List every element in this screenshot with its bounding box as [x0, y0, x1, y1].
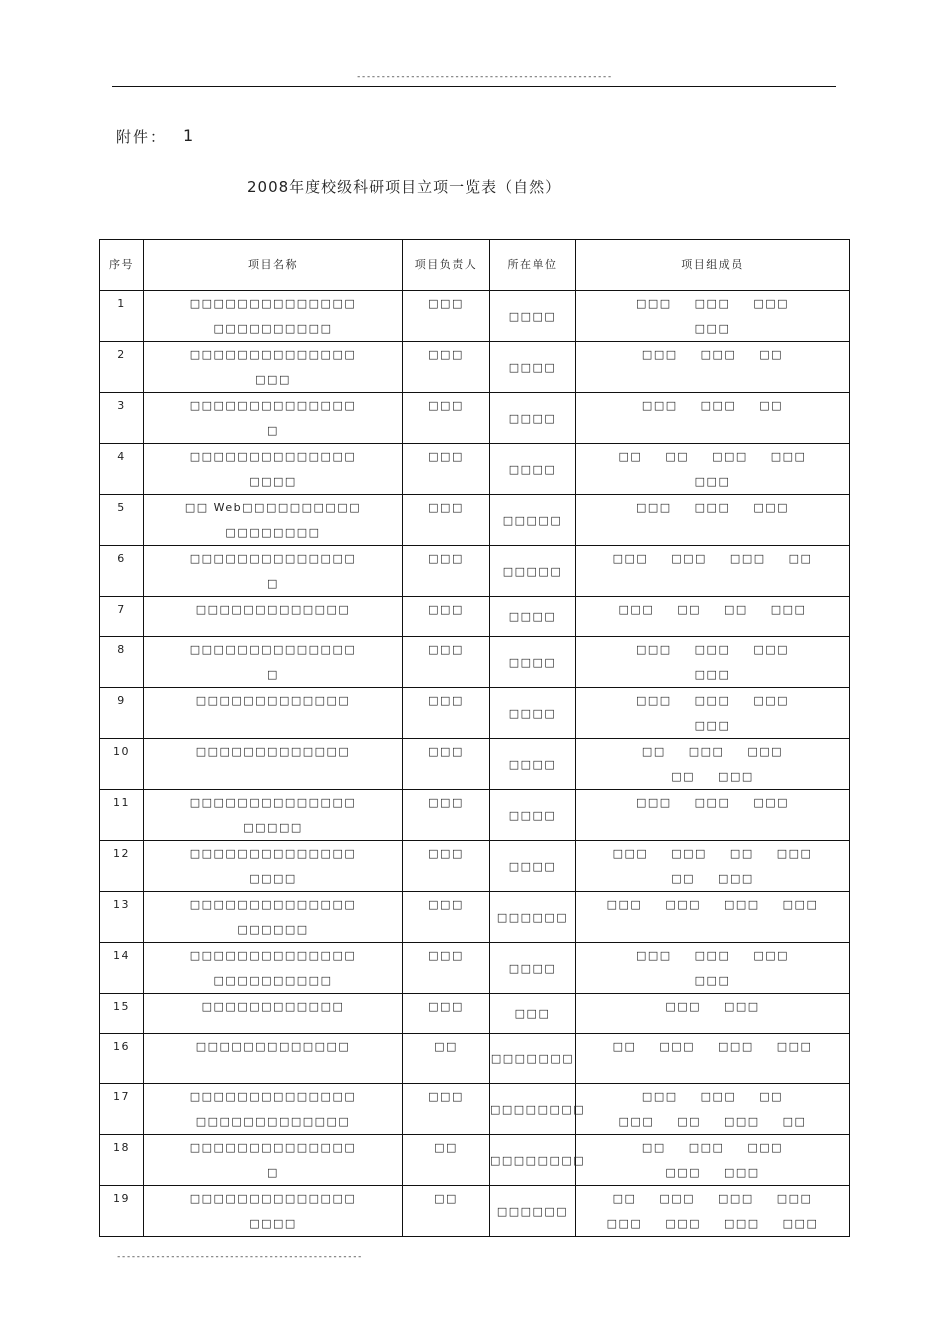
row-leader: □□□: [403, 291, 490, 342]
row-project-name-line: □□□□□□□□□□□□□□: [189, 1192, 357, 1205]
row-members: [576, 546, 850, 597]
row-leader: □□□: [403, 739, 490, 790]
row-project-name: [144, 994, 403, 1034]
row-department-line: □□□□: [537, 1153, 586, 1167]
row-leader: □□□: [403, 790, 490, 841]
row-serial: 3: [100, 393, 144, 444]
row-department-line: □□: [544, 910, 569, 924]
row-project-name: [144, 342, 403, 393]
row-members: [576, 342, 850, 393]
row-serial: 19: [100, 1186, 144, 1237]
row-serial: 6: [100, 546, 144, 597]
row-project-name-line: □□□□□□□□□□□□□□: [189, 297, 357, 310]
row-department: [490, 688, 576, 739]
table-row: [100, 597, 850, 637]
row-project-name-line: □□□□: [249, 475, 297, 488]
row-serial: 5: [100, 495, 144, 546]
row-members-line: □□□ □□□ □□□: [635, 796, 790, 809]
row-department-line: □□□□: [508, 360, 557, 374]
row-members-line: □□□ □□□ □□□: [635, 501, 790, 514]
row-department-line: □□□□: [508, 757, 557, 771]
row-department-line: □: [550, 513, 563, 527]
row-project-name-line: □□□□□□□□□□□□□□: [189, 643, 357, 656]
row-serial: 12: [100, 841, 144, 892]
row-leader: □□□: [403, 892, 490, 943]
row-department: [490, 790, 576, 841]
row-members: [576, 637, 850, 688]
row-members-line: □□□ □□□ □□□ □□□: [606, 898, 819, 911]
row-project-name: [144, 637, 403, 688]
row-project-name: [144, 1186, 403, 1237]
row-leader: □□□: [403, 597, 490, 637]
table-row: [100, 1186, 850, 1237]
row-department: [490, 342, 576, 393]
row-department-line: □: [550, 564, 563, 578]
row-project-name-line: □□□□□□□□□□□□□□: [189, 949, 357, 962]
row-serial: 9: [100, 688, 144, 739]
table-row: [100, 892, 850, 943]
row-department-line: □□□□: [502, 564, 551, 578]
row-serial: 11: [100, 790, 144, 841]
row-department: [490, 841, 576, 892]
row-leader: □□□: [403, 495, 490, 546]
row-project-name-line: □□□□: [249, 872, 297, 885]
row-leader: □□: [403, 1186, 490, 1237]
row-leader: □□□: [403, 546, 490, 597]
row-project-name-line: □: [267, 1166, 279, 1179]
row-members-line: □□□: [694, 974, 731, 987]
row-department-line: □□□□: [490, 1153, 538, 1167]
table-row: [100, 943, 850, 994]
row-members: [576, 393, 850, 444]
header-dashes: ----------------------------------------------------: [356, 72, 612, 82]
row-department-line: □□□□: [496, 910, 545, 924]
header-leader: 项目负责人: [403, 240, 490, 291]
row-project-name-line: □□□□□□□□□□□□□□: [189, 847, 357, 860]
row-serial: 1: [100, 291, 144, 342]
row-department-line: □□□□: [490, 1052, 539, 1065]
row-serial: 7: [100, 597, 144, 637]
row-department: [490, 739, 576, 790]
row-project-name: [144, 291, 403, 342]
header-rule: [112, 86, 836, 87]
row-project-name-line: □□□□□□□□□□□□□: [195, 603, 351, 616]
row-project-name: [144, 739, 403, 790]
row-department-line: □□□□: [508, 859, 557, 873]
row-members-line: □□□ □□□ □□: [641, 348, 784, 361]
row-members-line: □□□ □□□ □□: [641, 399, 784, 412]
row-department-line: □□□□: [502, 513, 551, 527]
row-department: [490, 495, 576, 546]
table-row: [100, 637, 850, 688]
row-members-line: □□□: [694, 668, 731, 681]
table-header-row: [100, 240, 850, 291]
row-project-name-line: □□□□□: [243, 821, 303, 834]
row-leader: □□: [403, 1135, 490, 1186]
row-members: [576, 790, 850, 841]
row-members: [576, 943, 850, 994]
row-project-name-line: □: [267, 424, 279, 437]
row-department-line: □□□□: [508, 309, 557, 323]
row-department: [490, 1135, 586, 1186]
row-project-name-line: □□□□□□□□□□□□□: [195, 745, 351, 758]
row-serial: 10: [100, 739, 144, 790]
row-members: [576, 1186, 850, 1237]
row-department-line: □□□□: [508, 961, 557, 975]
row-members-line: □□□ □□□ □□: [641, 1090, 784, 1103]
row-members: [576, 1084, 850, 1135]
row-project-name-line: □: [267, 668, 279, 681]
row-serial: 14: [100, 943, 144, 994]
header-members: 项目组成员: [576, 240, 850, 291]
row-members-line: □□□ □□□ □□□: [635, 694, 790, 707]
row-members-line: □□ □□ □□□ □□□: [618, 450, 807, 463]
row-members-line: □□ □□□: [671, 872, 754, 885]
row-members-line: □□□ □□ □□□ □□: [618, 1115, 807, 1128]
table-body: [100, 291, 850, 1237]
row-serial: 4: [100, 444, 144, 495]
row-members-line: □□□ □□□ □□□: [635, 949, 790, 962]
row-project-name: [144, 892, 403, 943]
table-row: [100, 688, 850, 739]
header-serial: 序号: [100, 240, 144, 291]
row-serial: 17: [100, 1084, 144, 1135]
row-members-line: □□□ □□□ □□□ □□□: [606, 1217, 819, 1230]
row-members: [576, 597, 850, 637]
row-members: [576, 841, 850, 892]
row-department: [490, 393, 576, 444]
row-leader: □□□: [403, 994, 490, 1034]
row-department-line: □□□□: [537, 1102, 586, 1116]
row-project-name-line: □□ Web□□□□□□□□□□: [184, 501, 362, 514]
row-serial: 15: [100, 994, 144, 1034]
table-row: [100, 1034, 850, 1084]
row-members: [576, 1135, 850, 1186]
table-row: [100, 291, 850, 342]
row-project-name: [144, 841, 403, 892]
row-members-line: □□□: [694, 475, 731, 488]
row-leader: □□□: [403, 1084, 490, 1135]
row-leader: □□□: [403, 943, 490, 994]
row-project-name: [144, 688, 403, 739]
row-serial: 13: [100, 892, 144, 943]
row-members-line: □□□ □□ □□ □□□: [618, 603, 807, 616]
row-leader: □□□: [403, 342, 490, 393]
row-serial: 2: [100, 342, 144, 393]
row-project-name: [144, 495, 403, 546]
row-project-name-line: □□□□□□□□□□□□□□: [189, 796, 357, 809]
row-members-line: □□ □□□ □□□: [641, 745, 784, 758]
row-project-name-line: □□□□□□□□□□□□□□: [189, 348, 357, 361]
row-project-name: [144, 597, 403, 637]
row-department-line: □□□□: [508, 706, 557, 720]
row-members-line: □□ □□□ □□□ □□□: [612, 1040, 813, 1053]
row-members: [576, 688, 850, 739]
row-project-name-line: □□□□: [249, 1217, 297, 1230]
row-department-line: □□□□: [508, 462, 557, 476]
row-project-name-line: □□□□□□□□□□□□□□: [189, 552, 357, 565]
row-members: [576, 994, 850, 1034]
table-row: [100, 994, 850, 1034]
row-members: [576, 495, 850, 546]
table-row: [100, 393, 850, 444]
header-project-name: 项目名称: [144, 240, 403, 291]
table-row: [100, 444, 850, 495]
row-project-name-line: □□□□□□□□: [225, 526, 321, 539]
row-serial: 8: [100, 637, 144, 688]
row-project-name-line: □□□□□□: [237, 923, 309, 936]
row-members-line: □□□: [694, 322, 731, 335]
row-department: [490, 1084, 586, 1135]
row-serial: 18: [100, 1135, 144, 1186]
table-row: [100, 342, 850, 393]
row-project-name: [144, 943, 403, 994]
attachment-label: 附件：: [116, 128, 168, 146]
row-department-line: □□□□: [496, 1204, 545, 1218]
table-row: [100, 495, 850, 546]
row-department-line: □□□□: [508, 411, 557, 425]
row-project-name-line: □□□□□□□□□□: [213, 322, 333, 335]
row-members-line: □□□ □□□ □□□: [635, 643, 790, 656]
row-members: [576, 444, 850, 495]
row-project-name: [144, 444, 403, 495]
row-members-line: □□ □□□: [671, 770, 754, 783]
row-department: [490, 892, 576, 943]
row-project-name: [144, 790, 403, 841]
row-department: [490, 943, 576, 994]
row-department: [490, 597, 576, 637]
row-department-line: □□□: [514, 1007, 551, 1020]
row-leader: □□□: [403, 444, 490, 495]
row-project-name: [144, 1084, 403, 1135]
row-project-name: [144, 393, 403, 444]
row-members: [576, 291, 850, 342]
row-department: [490, 444, 576, 495]
row-members-line: □□□ □□□ □□ □□□: [612, 847, 813, 860]
table-row: [100, 790, 850, 841]
row-members: [576, 739, 850, 790]
row-department: [490, 637, 576, 688]
row-department: [490, 1034, 576, 1084]
row-leader: □□□: [403, 393, 490, 444]
row-project-name-line: □□□□□□□□□□□□□: [195, 694, 351, 707]
row-members-line: □□□ □□□ □□□ □□: [612, 552, 813, 565]
row-project-name-line: □□□□□□□□□□□□□: [195, 1040, 351, 1053]
table-row: [100, 546, 850, 597]
row-department-line: □□□□: [508, 808, 557, 822]
row-project-name-line: □□□□□□□□□□□□: [201, 1000, 345, 1013]
row-leader: □□□: [403, 637, 490, 688]
row-leader: □□□: [403, 688, 490, 739]
row-department-line: □□□□: [508, 655, 557, 669]
row-leader: □□: [403, 1034, 490, 1084]
row-project-name-line: □□□□□□□□□□□□□□: [189, 450, 357, 463]
project-table: [99, 239, 850, 1237]
row-department-line: □□□: [538, 1052, 575, 1065]
row-department: [490, 994, 576, 1034]
row-members: [576, 1034, 850, 1084]
row-project-name: [144, 1135, 403, 1186]
row-project-name-line: □: [267, 577, 279, 590]
row-members-line: □□□ □□□: [665, 1000, 760, 1013]
row-serial: 16: [100, 1034, 144, 1084]
row-project-name: [144, 1034, 403, 1084]
row-project-name-line: □□□□□□□□□□□□□□: [189, 399, 357, 412]
row-members-line: □□□: [694, 719, 731, 732]
row-department-line: □□□□: [508, 610, 557, 623]
row-department-line: □□: [544, 1204, 569, 1218]
row-department: [490, 291, 576, 342]
row-department-line: □□□□: [490, 1102, 538, 1116]
header-department: 所在单位: [490, 240, 576, 291]
row-department: [490, 1186, 576, 1237]
row-project-name-line: □□□□□□□□□□□□□: [195, 1115, 351, 1128]
row-department: [490, 546, 576, 597]
row-project-name-line: □□□□□□□□□□□□□□: [189, 898, 357, 911]
row-leader: □□□: [403, 841, 490, 892]
row-members-line: □□□ □□□ □□□: [635, 297, 790, 310]
row-members: [576, 892, 850, 943]
table-row: [100, 739, 850, 790]
row-project-name-line: □□□□□□□□□□: [213, 974, 333, 987]
document-title: 2008年度校级科研项目立项一览表（自然）: [247, 178, 562, 196]
row-members-line: □□ □□□ □□□ □□□: [612, 1192, 813, 1205]
attachment-number: 1: [183, 126, 194, 145]
row-project-name-line: □□□□□□□□□□□□□□: [189, 1141, 357, 1154]
table-row: [100, 841, 850, 892]
table-row: [100, 1084, 850, 1135]
row-project-name-line: □□□□□□□□□□□□□□: [189, 1090, 357, 1103]
row-project-name: [144, 546, 403, 597]
row-members-line: □□□ □□□: [665, 1166, 760, 1179]
row-members-line: □□ □□□ □□□: [641, 1141, 784, 1154]
footer-dashes: --------------------------------------------------: [116, 1252, 362, 1262]
table-row: [100, 1135, 850, 1186]
row-project-name-line: □□□: [255, 373, 291, 386]
